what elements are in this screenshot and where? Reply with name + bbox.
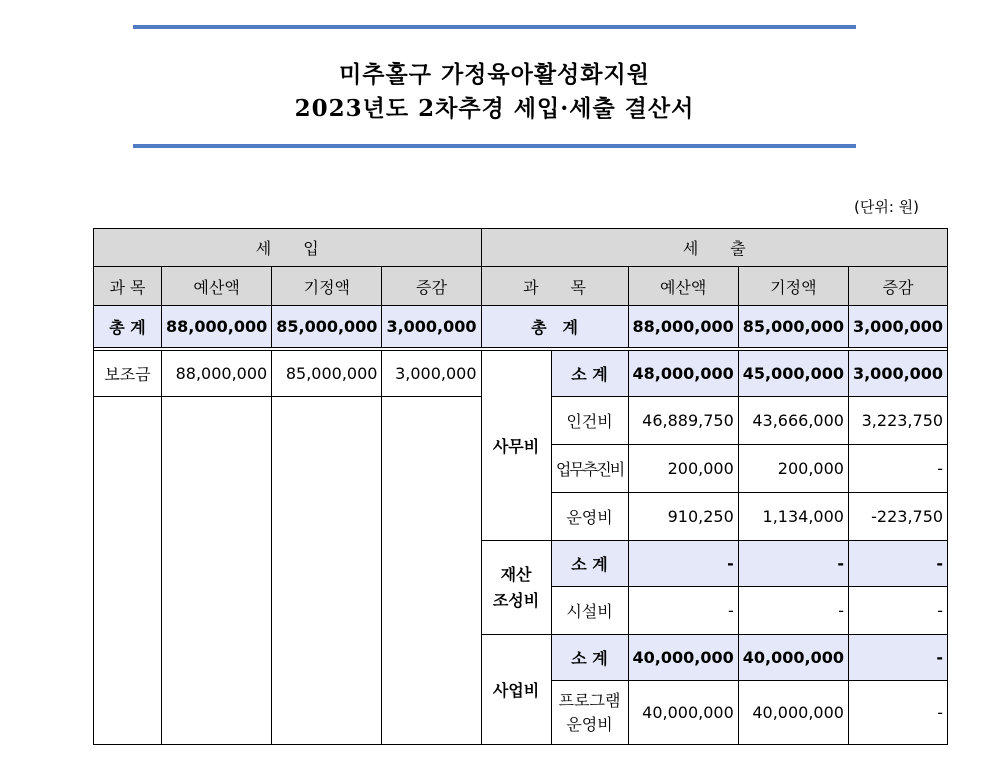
subtotal-budget: -	[628, 541, 738, 587]
exp-total-change: 3,000,000	[848, 306, 947, 348]
bottom-rule	[133, 144, 856, 148]
item-budget: 40,000,000	[628, 681, 738, 745]
exp-total-label: 총 계	[481, 306, 628, 348]
group-name-line-2: 조성비	[492, 590, 540, 610]
rev-col-subject: 과 목	[94, 267, 162, 306]
exp-col-budget: 예산액	[628, 267, 738, 306]
expenditure-section-header: 세 출	[481, 229, 948, 267]
rev-item-existing: 85,000,000	[272, 351, 382, 397]
rev-col-change: 증감	[382, 267, 481, 306]
subtotal-budget: 48,000,000	[628, 351, 738, 397]
rev-item-change: 3,000,000	[382, 351, 481, 397]
rev-total-change: 3,000,000	[382, 306, 481, 348]
subtotal-change: 3,000,000	[848, 351, 947, 397]
title-line-2: 2023년도 2차추경 세입·세출 결산서	[294, 95, 695, 122]
item-change: -	[848, 681, 947, 745]
rev-empty-cell	[162, 397, 272, 745]
top-rule	[133, 25, 856, 29]
item-change: -223,750	[848, 493, 947, 541]
rev-col-existing: 기정액	[272, 267, 382, 306]
exp-col-change: 증감	[848, 267, 947, 306]
item-label: 업무추진비	[551, 445, 628, 493]
rev-total-existing: 85,000,000	[272, 306, 382, 348]
table-row	[94, 351, 948, 397]
rev-total-label: 총 계	[94, 306, 162, 348]
item-label-line-1: 프로그램	[558, 690, 621, 710]
subtotal-budget: 40,000,000	[628, 635, 738, 681]
settlement-table	[93, 228, 948, 745]
total-row	[94, 306, 948, 348]
rev-col-budget: 예산액	[162, 267, 272, 306]
item-label: 인건비	[551, 397, 628, 445]
item-change: -	[848, 445, 947, 493]
exp-col-subject: 과 목	[481, 267, 628, 306]
item-label	[551, 681, 628, 745]
item-change: 3,223,750	[848, 397, 947, 445]
subtotal-label: 소 계	[551, 541, 628, 587]
subtotal-existing: 45,000,000	[738, 351, 848, 397]
exp-total-budget: 88,000,000	[628, 306, 738, 348]
item-change: -	[848, 587, 947, 635]
rev-empty-cell	[272, 397, 382, 745]
subtotal-label: 소 계	[551, 351, 628, 397]
group-asset-cost	[481, 541, 551, 635]
rev-item-budget: 88,000,000	[162, 351, 272, 397]
rev-total-budget: 88,000,000	[162, 306, 272, 348]
rev-empty-cell	[94, 397, 162, 745]
rev-item-label: 보조금	[94, 351, 162, 397]
item-label: 시설비	[551, 587, 628, 635]
exp-col-existing: 기정액	[738, 267, 848, 306]
item-budget: -	[628, 587, 738, 635]
subtotal-existing: 40,000,000	[738, 635, 848, 681]
unit-label: (단위: 원)	[854, 198, 919, 216]
rev-empty-cell	[382, 397, 481, 745]
group-project-cost: 사업비	[481, 635, 551, 745]
exp-total-existing: 85,000,000	[738, 306, 848, 348]
item-existing: 40,000,000	[738, 681, 848, 745]
item-existing: 1,134,000	[738, 493, 848, 541]
item-existing: 200,000	[738, 445, 848, 493]
subtotal-change: -	[848, 635, 947, 681]
title-line-1: 미추홀구 가정육아활성화지원	[339, 61, 650, 88]
item-budget: 46,889,750	[628, 397, 738, 445]
group-name-line-1: 재산	[500, 564, 532, 584]
subtotal-existing: -	[738, 541, 848, 587]
subtotal-change: -	[848, 541, 947, 587]
item-label: 운영비	[551, 493, 628, 541]
item-label-line-2: 운영비	[566, 714, 613, 734]
item-existing: -	[738, 587, 848, 635]
item-budget: 200,000	[628, 445, 738, 493]
item-budget: 910,250	[628, 493, 738, 541]
revenue-section-header: 세 입	[94, 229, 482, 267]
item-existing: 43,666,000	[738, 397, 848, 445]
group-office-cost: 사무비	[481, 351, 551, 541]
subtotal-label: 소 계	[551, 635, 628, 681]
